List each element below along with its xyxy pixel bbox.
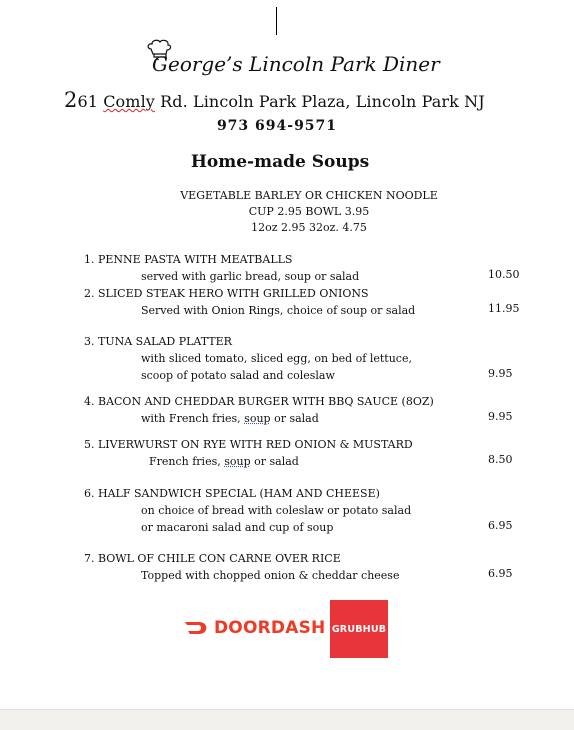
menu-item-name: 1. PENNE PASTA WITH MEATBALLS xyxy=(84,253,293,266)
menu-item-price: 6.95 xyxy=(488,567,513,580)
soups-line-3: 12oz 2.95 32oz. 4.75 xyxy=(251,221,367,234)
menu-item-price: 8.50 xyxy=(488,453,513,466)
menu-item-price: 9.95 xyxy=(488,410,513,423)
address-street-number: 61 xyxy=(77,92,99,111)
menu-item-7 xyxy=(84,550,399,584)
menu-item-description: Topped with chopped onion & cheddar cheese xyxy=(141,569,400,582)
text-cursor xyxy=(276,7,277,35)
grubhub-label: GRUBHUB xyxy=(331,623,387,635)
soups-line-2: CUP 2.95 BOWL 3.95 xyxy=(248,205,370,218)
grammar-marked-word: soup xyxy=(244,412,271,425)
menu-item-description xyxy=(84,453,413,470)
desc-text: or salad xyxy=(250,455,299,468)
address-rest: Rd. Lincoln Park Plaza, Lincoln Park NJ xyxy=(154,92,485,111)
menu-item-price: 11.95 xyxy=(488,302,520,315)
diner-title: George’s Lincoln Park Diner xyxy=(152,52,440,76)
soups-heading: Home-made Soups xyxy=(190,152,370,172)
desc-text: with French fries, xyxy=(141,412,245,425)
desc-text: French fries, xyxy=(149,455,225,468)
menu-item-name: 7. BOWL OF CHILE CON CARNE OVER RICE xyxy=(84,552,341,565)
doordash-label: DOORDASH xyxy=(214,618,326,638)
menu-item-name: 5. LIVERWURST ON RYE WITH RED ONION & MUSTARD xyxy=(84,438,413,451)
menu-item-6 xyxy=(84,485,411,536)
menu-item-description: Served with Onion Rings, choice of soup or salad xyxy=(141,304,416,317)
menu-item-description: served with garlic bread, soup or salad xyxy=(141,270,360,283)
menu-item-description: with sliced tomato, sliced egg, on bed of lettuce, xyxy=(141,352,412,365)
soups-block xyxy=(0,188,574,236)
menu-item-price: 10.50 xyxy=(488,268,520,281)
grubhub-logo xyxy=(330,600,388,658)
soups-line-1: VEGETABLE BARLEY OR CHICKEN NOODLE xyxy=(180,189,438,202)
menu-item-description xyxy=(84,410,434,427)
menu-item-1 xyxy=(84,251,359,285)
menu-item-name: 6. HALF SANDWICH SPECIAL (HAM AND CHEESE) xyxy=(84,487,380,500)
desc-text: or salad xyxy=(270,412,319,425)
menu-item-name: 3. TUNA SALAD PLATTER xyxy=(84,335,232,348)
menu-item-name: 4. BACON AND CHEDDAR BURGER WITH BBQ SAUCE (8OZ) xyxy=(84,395,434,408)
window-bottom-bar xyxy=(0,709,574,730)
menu-item-name: 2. SLICED STEAK HERO WITH GRILLED ONIONS xyxy=(84,287,369,300)
address-spellcheck-word: Comly xyxy=(103,92,155,111)
menu-item-3 xyxy=(84,333,412,384)
phone-number: 973 694-9571 xyxy=(216,118,338,134)
menu-item-2 xyxy=(84,285,415,319)
grammar-marked-word: soup xyxy=(224,455,251,468)
doordash-icon xyxy=(184,620,210,636)
address-line xyxy=(64,88,485,112)
menu-item-5 xyxy=(84,436,413,470)
menu-item-description-2: scoop of potato salad and coleslaw xyxy=(141,369,335,382)
address-first-digit: 2 xyxy=(64,88,78,112)
menu-item-4 xyxy=(84,393,434,427)
menu-item-price: 9.95 xyxy=(488,367,513,380)
menu-item-description-2: or macaroni salad and cup of soup xyxy=(141,521,334,534)
menu-item-price: 6.95 xyxy=(488,519,513,532)
doordash-logo xyxy=(184,615,325,641)
menu-item-description: on choice of bread with coleslaw or potato salad xyxy=(141,504,412,517)
